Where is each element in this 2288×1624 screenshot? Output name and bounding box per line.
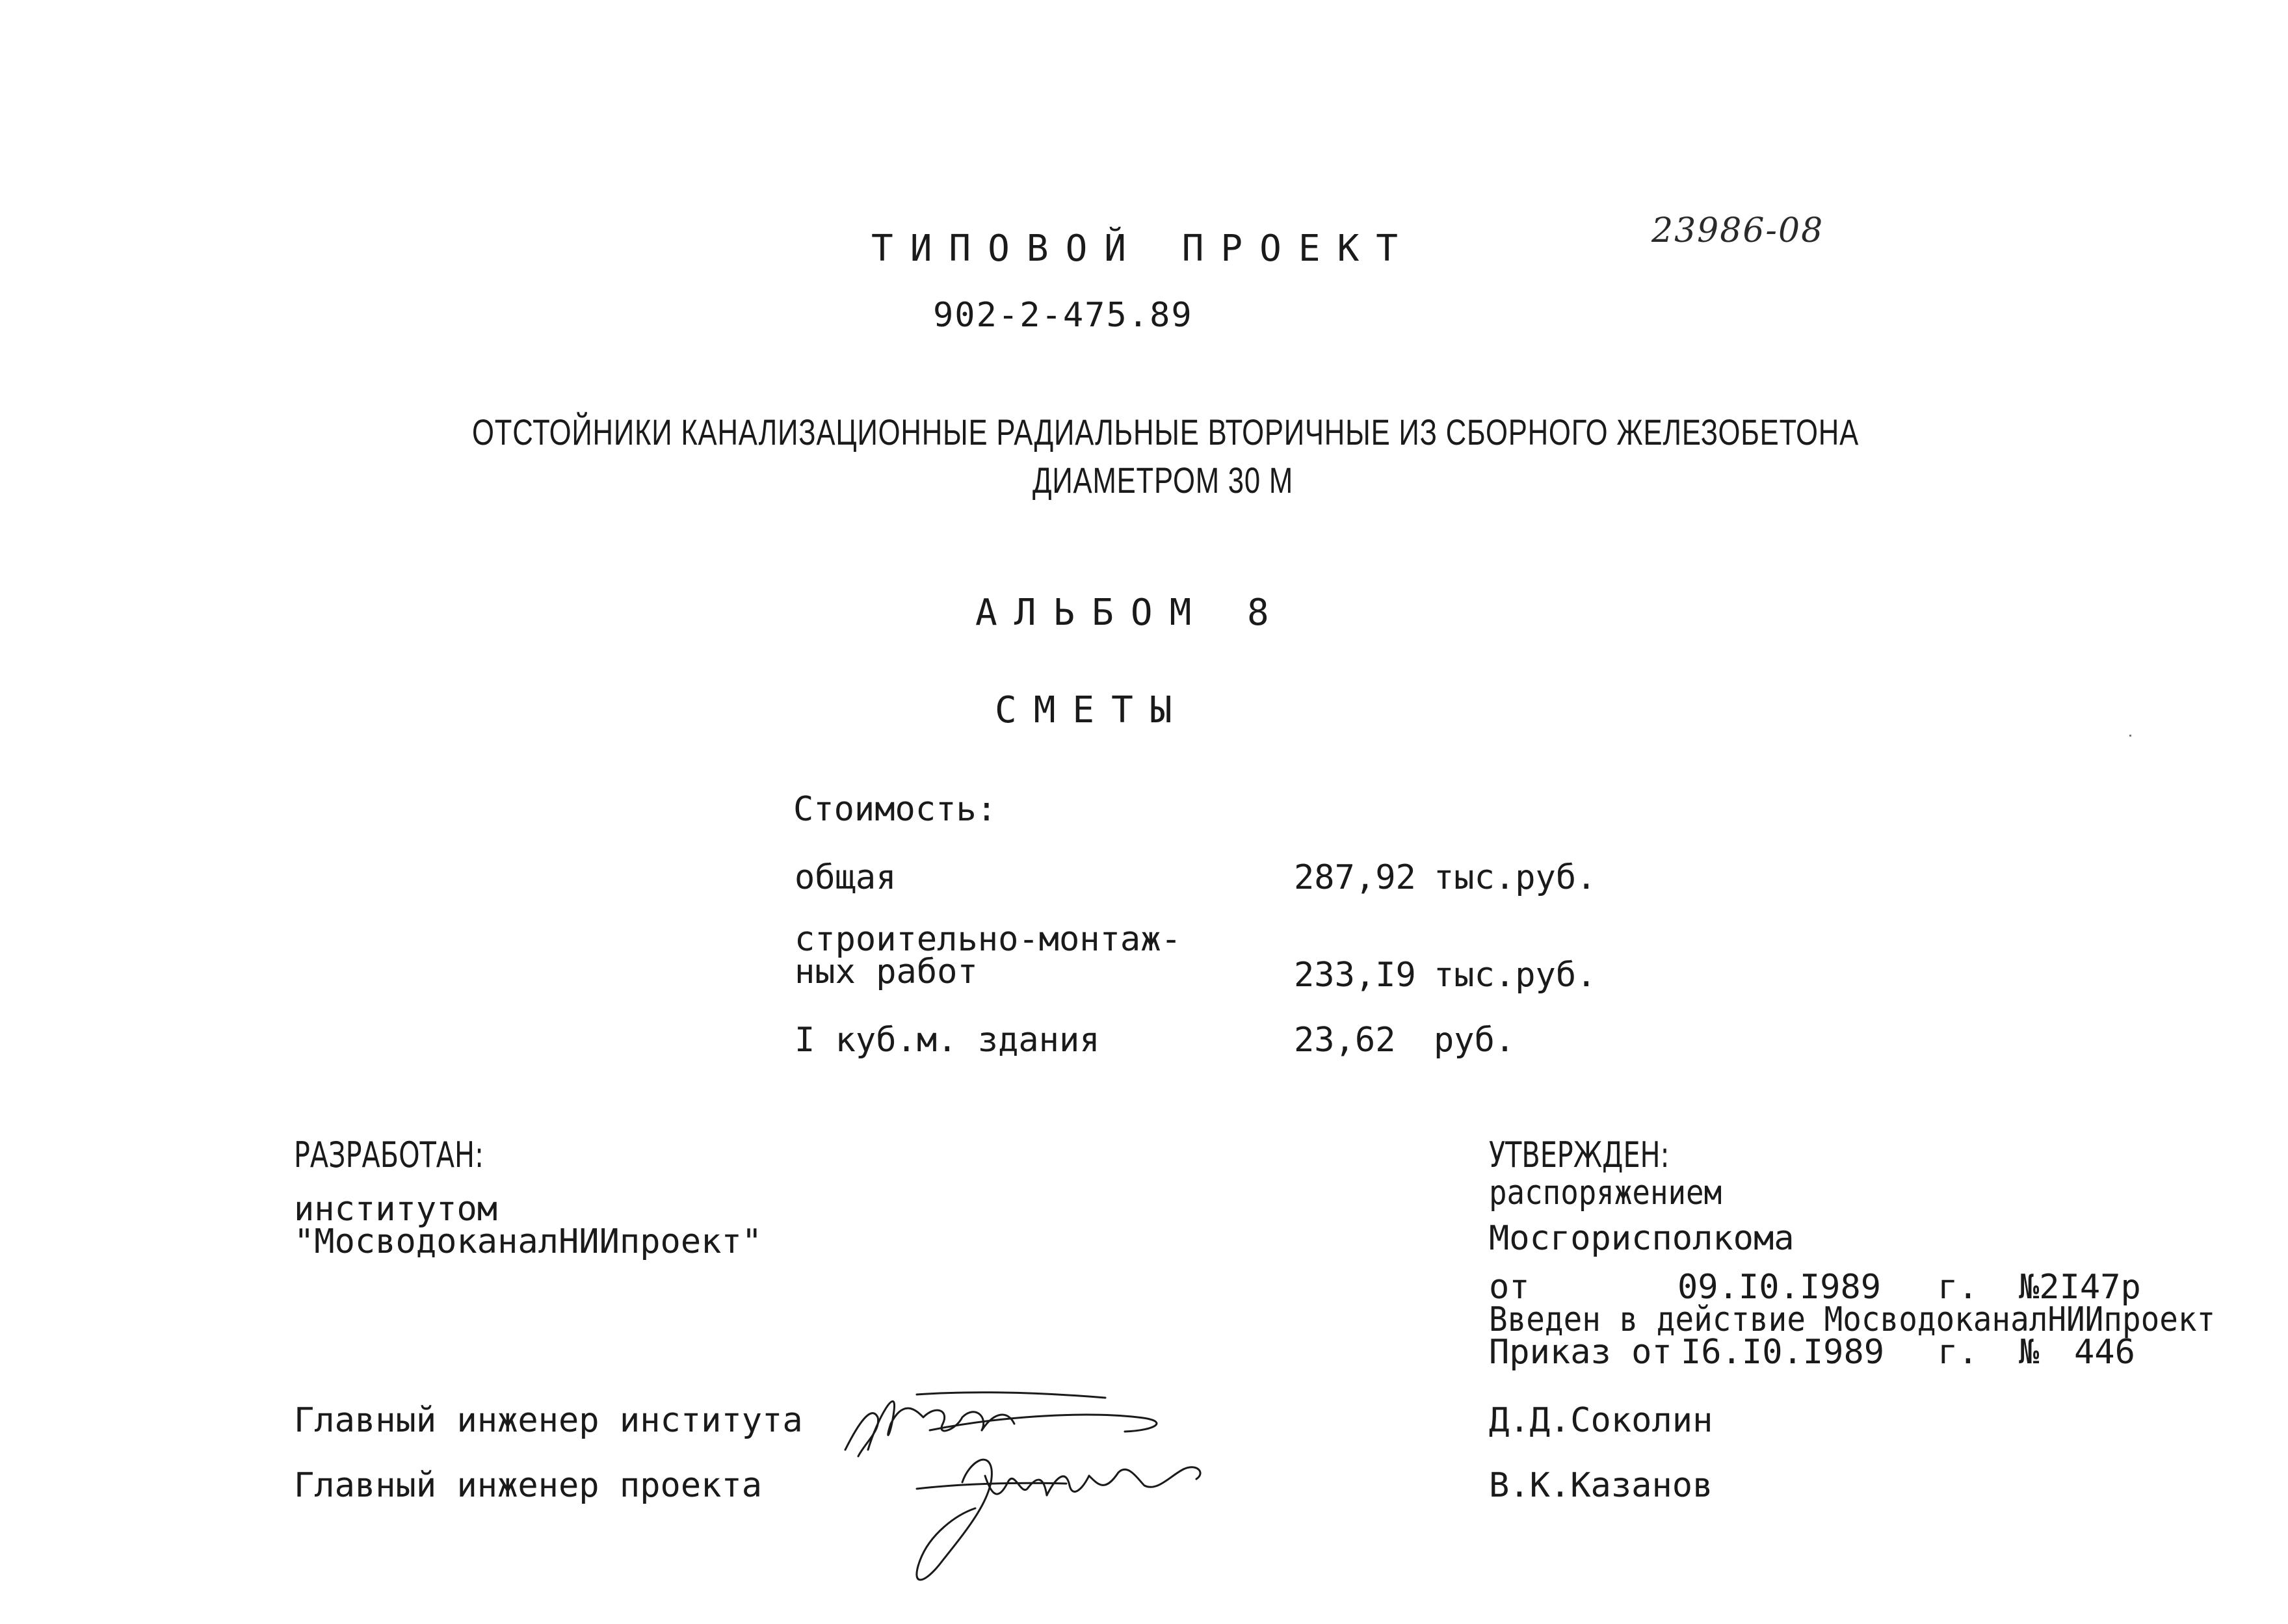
developed-heading: РАЗРАБОТАН:	[294, 1134, 484, 1175]
order-date: I6.I0.I989	[1681, 1333, 1885, 1372]
cost-total-label: общая	[795, 858, 897, 897]
cost-per-m3-unit: руб.	[1434, 1021, 1516, 1060]
document-title-line1: ОТСТОЙНИКИ КАНАЛИЗАЦИОННЫЕ РАДИАЛЬНЫЕ ВТОРИЧНЫЕ ИЗ СБОРНОГО ЖЕЛЕЗОБЕТОНА	[472, 412, 1860, 452]
cost-per-m3-value: 23,62	[1294, 1021, 1396, 1060]
order-number: 446	[2074, 1333, 2135, 1372]
signature-role-institute: Главный инженер института	[294, 1401, 803, 1440]
approved-year-suffix: г.	[1938, 1268, 1979, 1307]
order-year-suffix: г.	[1938, 1333, 1979, 1372]
approved-line1: распоряжением	[1489, 1173, 1722, 1212]
approved-date-prefix: от	[1489, 1268, 1530, 1307]
cost-construction-label-line2: ных работ	[795, 952, 978, 991]
approved-date: 09.I0.I989	[1677, 1268, 1882, 1307]
approved-heading: УТВЕРЖДЕН:	[1489, 1134, 1670, 1175]
developed-by-line2: "МосводоканалНИИпроект"	[294, 1222, 763, 1261]
enacted-text: Введен в действие МосводоканалНИИпроект	[1489, 1300, 2216, 1339]
album-subtitle: СМЕТЫ	[995, 689, 1189, 731]
order-prefix: Приказ от	[1489, 1333, 1672, 1372]
cost-heading: Стоимость:	[793, 790, 997, 829]
developed-by-line1: институтом	[294, 1190, 498, 1229]
cost-construction-label-line1: строительно-монтаж-	[795, 920, 1181, 959]
cost-per-m3-label: I куб.м. здания	[795, 1021, 1100, 1060]
handwritten-signatures	[832, 1346, 1352, 1606]
approved-order-no: №2I47р	[2019, 1268, 2141, 1307]
document-title-line2: ДИАМЕТРОМ 30 М	[1032, 460, 1294, 501]
cost-total-value: 287,92	[1294, 858, 1416, 897]
cost-construction-unit: тыс.руб.	[1434, 956, 1597, 995]
album-label: АЛЬБОМ 8	[975, 592, 1286, 634]
archive-number: 23986-08	[1651, 211, 1824, 250]
cost-construction-value: 233,I9	[1294, 956, 1416, 995]
signature-role-project: Главный инженер проекта	[294, 1466, 763, 1505]
order-number-prefix: №	[2019, 1333, 2040, 1372]
scan-speck	[2129, 735, 2131, 737]
approved-line2: Мосгорисполкома	[1489, 1219, 1795, 1258]
signature-name-institute: Д.Д.Соколин	[1489, 1401, 1713, 1440]
typical-project-heading: ТИПОВОЙ ПРОЕКТ	[871, 228, 1415, 270]
cost-total-unit: тыс.руб.	[1434, 858, 1597, 897]
signature-name-project: В.К.Казанов	[1489, 1466, 1713, 1505]
project-number: 902-2-475.89	[933, 296, 1193, 335]
